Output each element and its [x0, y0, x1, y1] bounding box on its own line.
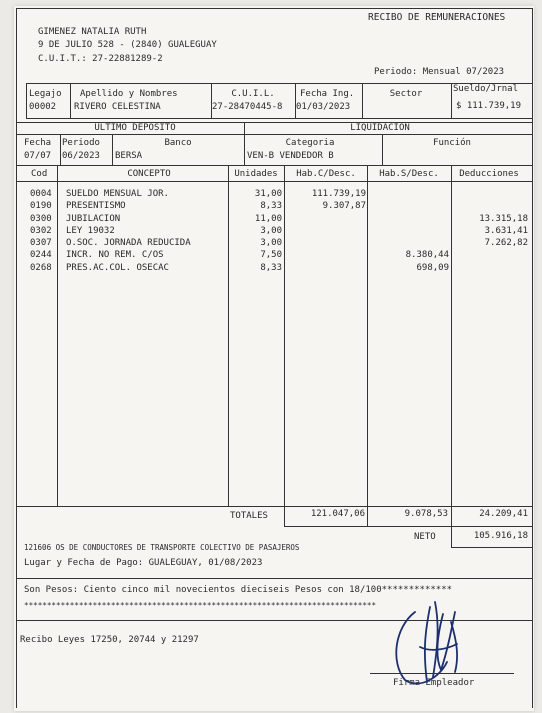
deposit-periodo-label: Periodo [62, 138, 100, 148]
period: Periodo: Mensual 07/2023 [374, 67, 505, 77]
recibo-leyes: Recibo Leyes 17250, 20744 y 21297 [20, 635, 199, 645]
neto-bottom [451, 547, 533, 548]
employer-name: GIMENEZ NATALIA RUTH [38, 27, 147, 37]
employee-row-bottom [26, 118, 533, 119]
employee-divider [26, 83, 27, 119]
funcion-label: Función [433, 138, 471, 148]
deposit-divider [60, 134, 61, 166]
name-value: RIVERO CELESTINA [74, 102, 161, 112]
items-divider [57, 166, 58, 506]
cuil-value: 27-28470445-8 [212, 102, 283, 112]
top-border [16, 8, 533, 9]
employee-divider [295, 83, 296, 119]
deposit-bottom [16, 165, 533, 166]
neto-label: NETO [414, 532, 436, 542]
fecha-ing-label: Fecha Ing. [300, 89, 355, 99]
footer-divider [16, 578, 533, 579]
deposit-divider [244, 122, 245, 166]
total-hab-s: 9.078,53 [404, 509, 448, 519]
sueldo-label: Sueldo/Jrnal [453, 84, 519, 94]
liquidacion-label: LIQUIDACION [350, 123, 410, 133]
lugar-fecha-pago: Lugar y Fecha de Pago: GUALEGUAY, 01/08/2023 [24, 558, 263, 568]
firma-empleador: Firma Empleador [393, 678, 475, 688]
items-ded-column: 13.315,18 3.631,41 7.262,82 [479, 213, 528, 249]
col-unidades: Unidades [234, 169, 278, 179]
sueldo-value: $ 111.739,19 [456, 101, 522, 111]
deposit-divider [382, 134, 383, 166]
items-concepto-column: SUELDO MENSUAL JOR. PRESENTISMO JUBILACION LEY 19032 O.SOC. JORNADA REDUCIDA INCR. NO REM. C/OS PRES.AC.COL. OSECAC [66, 189, 191, 273]
employee-divider [70, 83, 71, 119]
deposit-periodo: 06/2023 [62, 151, 100, 161]
categoria-value: VEN-B VENDEDOR B [247, 151, 334, 161]
obra-social: 121606 OS DE CONDUCTORES DE TRANSPORTE COLECTIVO DE PASAJEROS [24, 543, 300, 552]
col-hab-s: Hab.S/Desc. [379, 169, 439, 179]
items-hab-c-column: 111.739,19 9.307,87 [311, 189, 366, 212]
total-hab-c: 121.047,06 [310, 509, 365, 519]
banco-label: Banco [164, 138, 192, 148]
legajo-label: Legajo [29, 89, 62, 99]
sector-label: Sector [389, 89, 423, 99]
items-header-bottom [16, 181, 533, 182]
employee-divider [211, 83, 212, 119]
items-cod-column: 0004 0190 0300 0302 0307 0244 0268 [30, 189, 52, 273]
totals-label: TOTALES [230, 511, 268, 521]
stars-line: ***************************************************************************** [24, 601, 377, 610]
col-hab-c: Hab.C/Desc. [296, 169, 356, 179]
total-ded: 24.209,41 [479, 509, 528, 519]
cuil-label: C.U.I.L. [231, 89, 275, 99]
totals-bottom [284, 526, 533, 527]
legajo-value: 00002 [29, 102, 57, 112]
col-cod: Cod [31, 169, 48, 179]
employer-signature-icon [385, 592, 475, 692]
items-unidades-column: 31,00 8,33 11,00 3,00 3,00 7,50 8,33 [254, 189, 282, 273]
neto-value: 105.916,18 [473, 531, 528, 541]
employee-divider [362, 83, 363, 119]
deposit-fecha-label: Fecha [24, 138, 52, 148]
deposit-divider [112, 134, 113, 166]
employee-divider [451, 83, 452, 119]
fecha-ing-value: 01/03/2023 [296, 102, 351, 112]
col-concepto: CONCEPTO [127, 169, 171, 179]
right-border [532, 8, 533, 708]
banco-value: BERSA [115, 151, 143, 161]
name-label: Apellido y Nombres [80, 89, 178, 99]
deposit-fecha: 07/07 [24, 151, 52, 161]
totals-top [16, 506, 533, 507]
deposit-header-bottom [16, 134, 533, 135]
employer-cuit: C.U.I.T.: 27-22881289-2 [38, 54, 163, 64]
left-border [16, 8, 17, 708]
employer-address: 9 DE JULIO 528 - (2840) GUALEGUAY [38, 40, 217, 50]
receipt-title: RECIBO DE REMUNERACIONES [368, 12, 506, 23]
ultimo-deposito-label: ULTIMO DEPOSITO [94, 123, 176, 133]
col-deducciones: Deducciones [459, 169, 519, 179]
son-pesos: Son Pesos: Ciento cinco mil novecientos dieciseis Pesos con 18/100************* [24, 585, 453, 595]
items-hab-s-column: 8.380,44 698,09 [405, 250, 449, 273]
categoria-label: Categoria [285, 138, 335, 148]
